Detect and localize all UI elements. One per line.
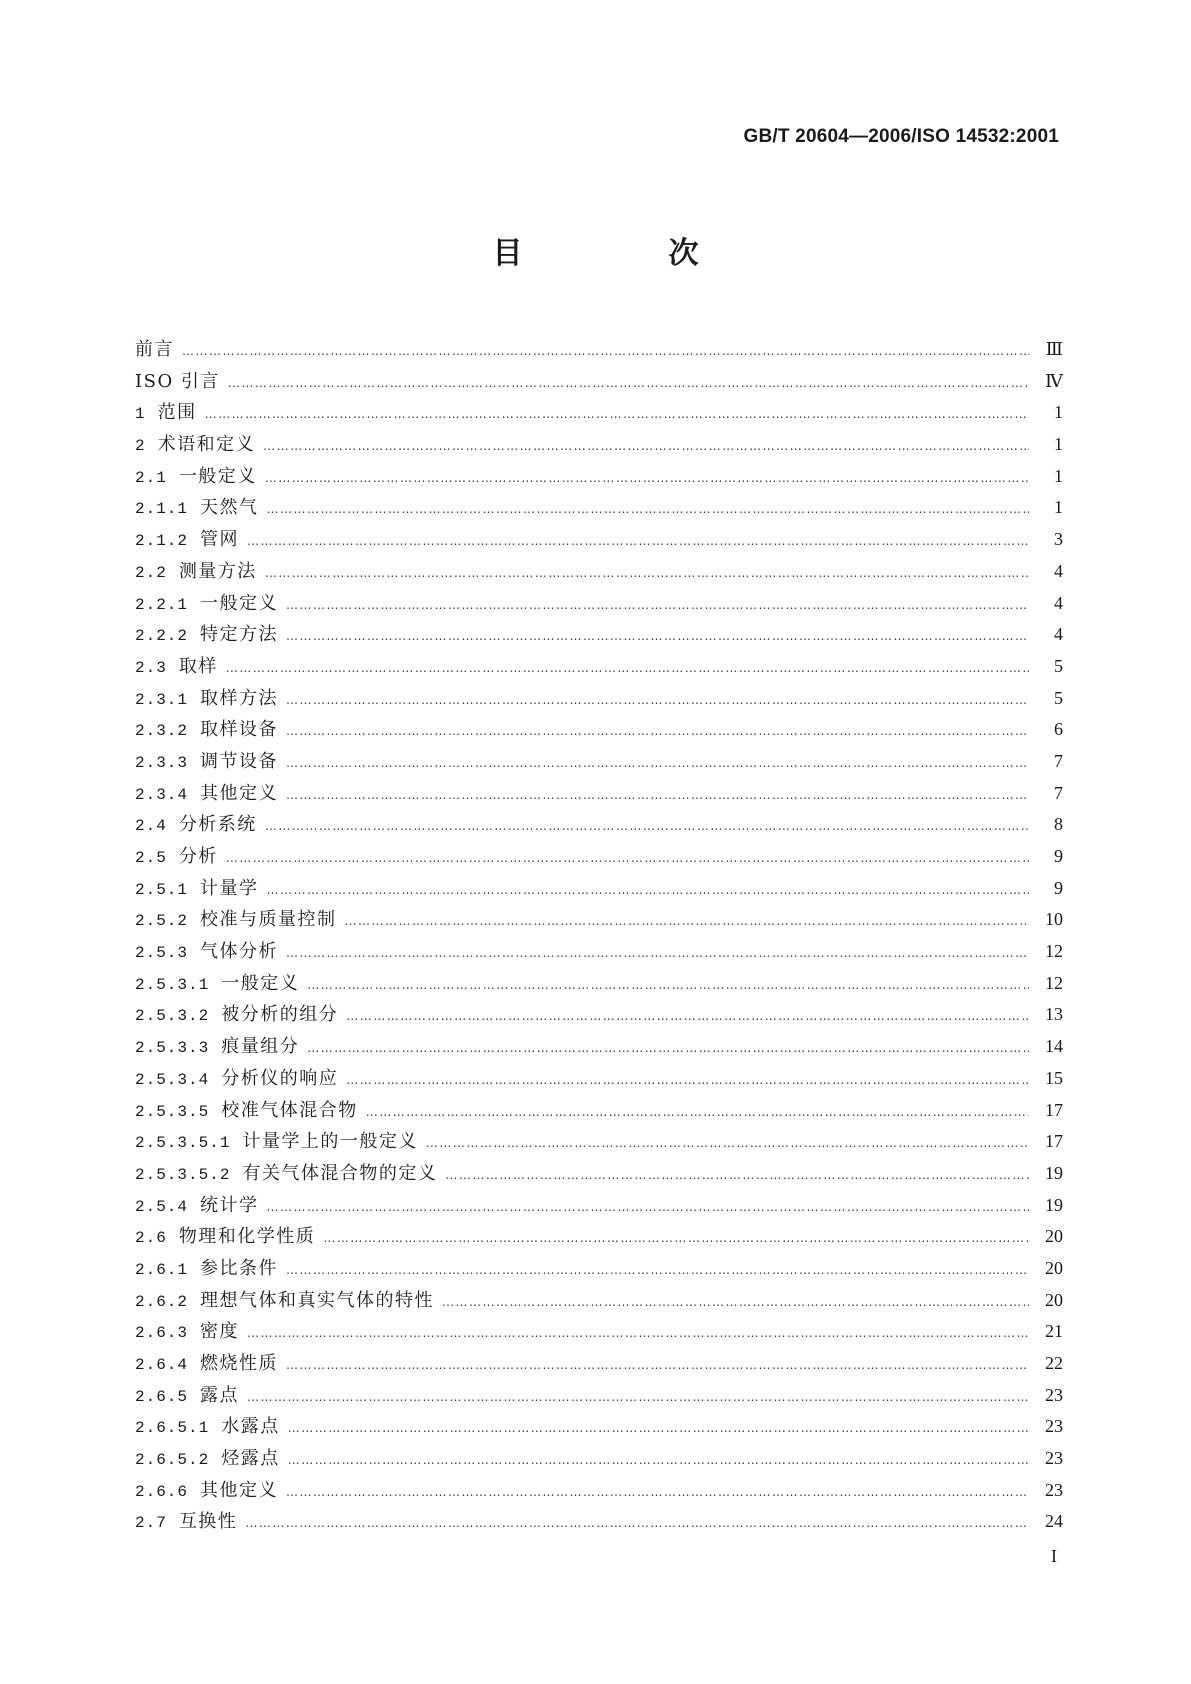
toc-dot-leader [226, 843, 1029, 875]
toc-entry-number: 2.1.2 [135, 532, 189, 551]
toc-dot-leader [247, 1318, 1029, 1350]
toc-entry[interactable] [135, 366, 1063, 398]
toc-entry-number: 2.3.4 [135, 785, 189, 804]
toc-entry-page: 7 [1054, 782, 1063, 803]
toc-entry-page: 20 [1045, 1257, 1063, 1278]
toc-entry-page: 17 [1045, 1099, 1063, 1120]
toc-entry-page: 23 [1045, 1384, 1063, 1405]
toc-entry-number: 2.5.3.3 [135, 1039, 210, 1058]
toc-entry-page: 19 [1045, 1194, 1063, 1215]
toc-entry-label: 一般定义 [200, 592, 279, 614]
toc-entry[interactable] [135, 809, 1063, 841]
toc-dot-leader [205, 399, 1029, 431]
toc-entry-label: 气体分析 [200, 941, 279, 963]
toc-entry-number: 2 [135, 437, 146, 456]
toc-dot-leader [267, 875, 1029, 907]
toc-entry[interactable] [135, 936, 1063, 968]
toc-entry-page: 9 [1054, 877, 1063, 898]
toc-entry[interactable] [135, 1126, 1063, 1158]
toc-entry-label: 校准气体混合物 [221, 1099, 358, 1121]
toc-entry-number: 2.6.5.1 [135, 1419, 210, 1438]
toc-entry-label: 密度 [200, 1321, 240, 1343]
toc-dot-leader [265, 811, 1029, 843]
toc-entry-page: 8 [1054, 814, 1063, 835]
toc-entry-number: 2.5.3.5.2 [135, 1165, 231, 1184]
toc-entry-page: 4 [1054, 560, 1063, 581]
toc-entry-number: 2.7 [135, 1514, 167, 1533]
toc-entry-number: 2.5.2 [135, 912, 189, 931]
toc-entry-label: 校准与质量控制 [200, 909, 337, 931]
toc-entry-page: 13 [1045, 1004, 1063, 1025]
toc-entry-number: 2.5.1 [135, 880, 189, 899]
toc-entry-number: 2.5.3.4 [135, 1070, 210, 1089]
toc-dot-leader [286, 1350, 1029, 1382]
toc-entry-number: 2.6.4 [135, 1356, 189, 1374]
toc-entry-page: 7 [1054, 750, 1063, 771]
toc-entry-label: 调节设备 [200, 750, 279, 772]
toc-entry-label: 特定方法 [200, 624, 279, 646]
toc-dot-leader [346, 1065, 1029, 1097]
toc-entry-page: Ⅲ [1045, 339, 1063, 359]
toc-entry-number: 2.5.3.2 [135, 1007, 210, 1026]
toc-entry-label: 其他定义 [200, 1479, 279, 1501]
toc-entry-number: 2.6.1 [135, 1260, 189, 1279]
toc-dot-leader [307, 1033, 1029, 1065]
toc-entry[interactable] [135, 1063, 1063, 1095]
toc-dot-leader [286, 716, 1029, 748]
toc-entry[interactable] [135, 651, 1063, 683]
toc-entry-number: 2.2.1 [135, 595, 189, 614]
toc-entry-page: 5 [1054, 687, 1063, 708]
toc-entry-label: ISO 引言 [135, 370, 220, 392]
toc-entry-label: 理想气体和真实气体的特性 [200, 1289, 435, 1311]
toc-dot-leader [286, 938, 1029, 970]
toc-entry-label: 物理和化学性质 [178, 1226, 316, 1248]
toc-entry-number: 2.5.3.5.1 [135, 1134, 231, 1153]
toc-dot-leader [226, 653, 1029, 685]
toc-dot-leader [426, 1128, 1029, 1160]
toc-entry[interactable] [135, 1031, 1063, 1063]
toc-entry-label: 分析系统 [178, 814, 257, 836]
toc-entry[interactable] [135, 334, 1063, 366]
toc-entry-label: 有关气体混合物的定义 [242, 1162, 438, 1184]
toc-entry-label: 其他定义 [200, 782, 279, 804]
toc-dot-leader [182, 336, 1029, 368]
toc-entry-number: 2.5.4 [135, 1197, 189, 1216]
toc-entry[interactable] [135, 588, 1063, 620]
toc-entry-label: 被分析的组分 [221, 1004, 339, 1026]
toc-entry[interactable] [135, 556, 1063, 588]
toc-entry[interactable] [135, 1095, 1063, 1127]
toc-entry-number: 2.6.2 [135, 1292, 189, 1311]
toc-entry-label: 参比条件 [200, 1257, 279, 1279]
toc-entry[interactable] [135, 778, 1063, 810]
toc-dot-leader [286, 1477, 1029, 1509]
toc-entry-label: 一般定义 [178, 465, 257, 487]
toc-entry-label: 燃烧性质 [200, 1353, 279, 1374]
toc-entry[interactable] [135, 1506, 1063, 1538]
toc-entry-page: 1 [1054, 402, 1063, 423]
toc-entry-label: 计量学上的一般定义 [242, 1131, 418, 1153]
toc-entry-label: 计量学 [200, 877, 259, 899]
toc-entry[interactable] [135, 968, 1063, 1000]
toc-dot-leader [323, 1223, 1029, 1255]
toc-entry[interactable] [135, 904, 1063, 936]
toc-entry[interactable] [135, 1190, 1063, 1222]
toc-dot-leader [442, 1287, 1029, 1319]
toc-entry-label: 取样方法 [200, 687, 279, 709]
page-number: I [1051, 1546, 1057, 1566]
toc-dot-leader [288, 1445, 1029, 1477]
toc-entry-page: 15 [1045, 1067, 1063, 1088]
toc-entry-number: 2.1.1 [135, 500, 189, 519]
toc-dot-leader [265, 558, 1029, 590]
toc-entry-label: 取样 [178, 655, 218, 677]
toc-entry-number: 2.6.3 [135, 1324, 189, 1343]
toc-entry[interactable] [135, 1348, 1063, 1380]
toc-dot-leader [286, 621, 1029, 653]
toc-entry-page: 5 [1054, 655, 1063, 676]
toc-entry-number: 2.2 [135, 563, 167, 582]
toc-dot-leader [288, 1413, 1029, 1445]
toc-entry-page: 1 [1054, 434, 1063, 455]
table-of-contents [135, 334, 1063, 1538]
toc-dot-leader [286, 748, 1029, 780]
toc-entry-page: 1 [1054, 497, 1063, 518]
toc-entry-number: 2.1 [135, 468, 167, 487]
toc-entry[interactable] [135, 873, 1063, 905]
toc-entry-label: 分析 [178, 846, 218, 867]
toc-entry-label: 管网 [200, 529, 240, 551]
toc-dot-leader [263, 431, 1029, 463]
toc-entry-number: 1 [135, 405, 146, 424]
toc-entry-label: 露点 [200, 1384, 240, 1406]
toc-entry[interactable] [135, 619, 1063, 651]
standard-number: GB/T 20604—2006/ISO 14532:2001 [743, 126, 1059, 147]
toc-entry-page: 21 [1045, 1321, 1063, 1342]
toc-dot-leader [247, 526, 1029, 558]
toc-entry[interactable] [135, 841, 1063, 873]
toc-entry-number: 2.3.1 [135, 690, 189, 709]
toc-entry-page: 10 [1045, 909, 1063, 930]
toc-entry-page: 20 [1045, 1226, 1063, 1247]
toc-entry-label: 水露点 [221, 1416, 280, 1438]
toc-entry-page: 14 [1045, 1036, 1063, 1057]
toc-entry-number: 2.3 [135, 658, 167, 677]
toc-entry-number: 2.6.5.2 [135, 1451, 210, 1470]
toc-entry-label: 互换性 [178, 1511, 238, 1533]
toc-entry-label: 天然气 [200, 497, 259, 519]
toc-entry[interactable] [135, 461, 1063, 493]
toc-entry[interactable] [135, 714, 1063, 746]
toc-entry-label: 分析仪的响应 [221, 1067, 339, 1089]
toc-entry-number: 2.2.2 [135, 627, 189, 646]
toc-dot-leader [346, 1001, 1029, 1033]
toc-entry-label: 烃露点 [221, 1448, 280, 1470]
toc-dot-leader [245, 1508, 1029, 1540]
toc-entry[interactable] [135, 429, 1063, 461]
toc-entry[interactable] [135, 1158, 1063, 1190]
toc-dot-leader [247, 1382, 1029, 1414]
toc-entry-page: 24 [1045, 1511, 1063, 1532]
toc-entry[interactable] [135, 746, 1063, 778]
toc-entry-number: 2.4 [135, 817, 167, 836]
toc-dot-leader [445, 1160, 1029, 1192]
toc-dot-leader [286, 1255, 1029, 1287]
toc-entry-number: 2.6 [135, 1229, 167, 1248]
toc-entry-page: 19 [1045, 1162, 1063, 1183]
toc-entry-page: 17 [1045, 1131, 1063, 1152]
toc-dot-leader [345, 906, 1029, 938]
toc-entry-label: 一般定义 [221, 972, 300, 994]
toc-entry-label: 取样设备 [200, 719, 279, 741]
toc-entry[interactable] [135, 492, 1063, 524]
toc-entry-page: 4 [1054, 592, 1063, 613]
toc-entry-page: 9 [1054, 846, 1063, 866]
toc-entry-page: 23 [1045, 1448, 1063, 1469]
toc-entry-page: 1 [1054, 465, 1063, 486]
toc-entry-page: 23 [1045, 1479, 1063, 1500]
toc-dot-leader [286, 685, 1029, 717]
toc-entry-number: 2.6.5 [135, 1387, 189, 1406]
toc-entry-label: 范围 [157, 402, 197, 424]
toc-entry-page: 6 [1054, 719, 1063, 740]
toc-entry[interactable] [135, 999, 1063, 1031]
toc-entry[interactable] [135, 1221, 1063, 1253]
toc-entry[interactable] [135, 524, 1063, 556]
toc-entry[interactable] [135, 397, 1063, 429]
toc-entry-label: 痕量组分 [221, 1036, 300, 1058]
toc-entry-number: 2.6.6 [135, 1482, 189, 1501]
toc-entry[interactable] [135, 1443, 1063, 1475]
toc-dot-leader [286, 780, 1029, 812]
toc-dot-leader [267, 494, 1029, 526]
toc-dot-leader [265, 463, 1029, 495]
toc-entry-label: 测量方法 [178, 560, 257, 582]
toc-entry-number: 2.3.2 [135, 722, 189, 741]
toc-entry[interactable] [135, 1411, 1063, 1443]
toc-dot-leader [366, 1097, 1029, 1129]
toc-entry-number: 2.5 [135, 849, 167, 867]
toc-entry-page: 12 [1045, 941, 1063, 962]
toc-entry-page: 22 [1045, 1353, 1063, 1373]
toc-entry-page: 12 [1045, 972, 1063, 993]
toc-entry-label: 术语和定义 [157, 434, 256, 456]
toc-entry-number: 2.5.3 [135, 944, 189, 963]
toc-entry-page: 4 [1054, 624, 1063, 645]
toc-dot-leader [307, 970, 1029, 1002]
toc-entry-number: 2.3.3 [135, 753, 189, 772]
toc-heading: 目 次 [492, 236, 757, 271]
toc-dot-leader [228, 368, 1029, 400]
toc-entry-page: 20 [1045, 1289, 1063, 1310]
toc-entry-page: 23 [1045, 1416, 1063, 1437]
toc-entry-number: 2.5.3.1 [135, 975, 210, 994]
toc-entry[interactable] [135, 1380, 1063, 1412]
toc-entry[interactable] [135, 1285, 1063, 1317]
toc-dot-leader [267, 1192, 1029, 1224]
toc-entry-label: 前言 [135, 339, 174, 360]
toc-entry-page: 3 [1054, 529, 1063, 550]
toc-entry-page: Ⅳ [1045, 370, 1063, 391]
toc-entry[interactable] [135, 1253, 1063, 1285]
toc-dot-leader [286, 590, 1029, 622]
toc-entry[interactable] [135, 1316, 1063, 1348]
toc-entry-label: 统计学 [200, 1194, 259, 1216]
toc-entry[interactable] [135, 683, 1063, 715]
toc-entry-number: 2.5.3.5 [135, 1102, 210, 1121]
toc-entry[interactable] [135, 1475, 1063, 1507]
